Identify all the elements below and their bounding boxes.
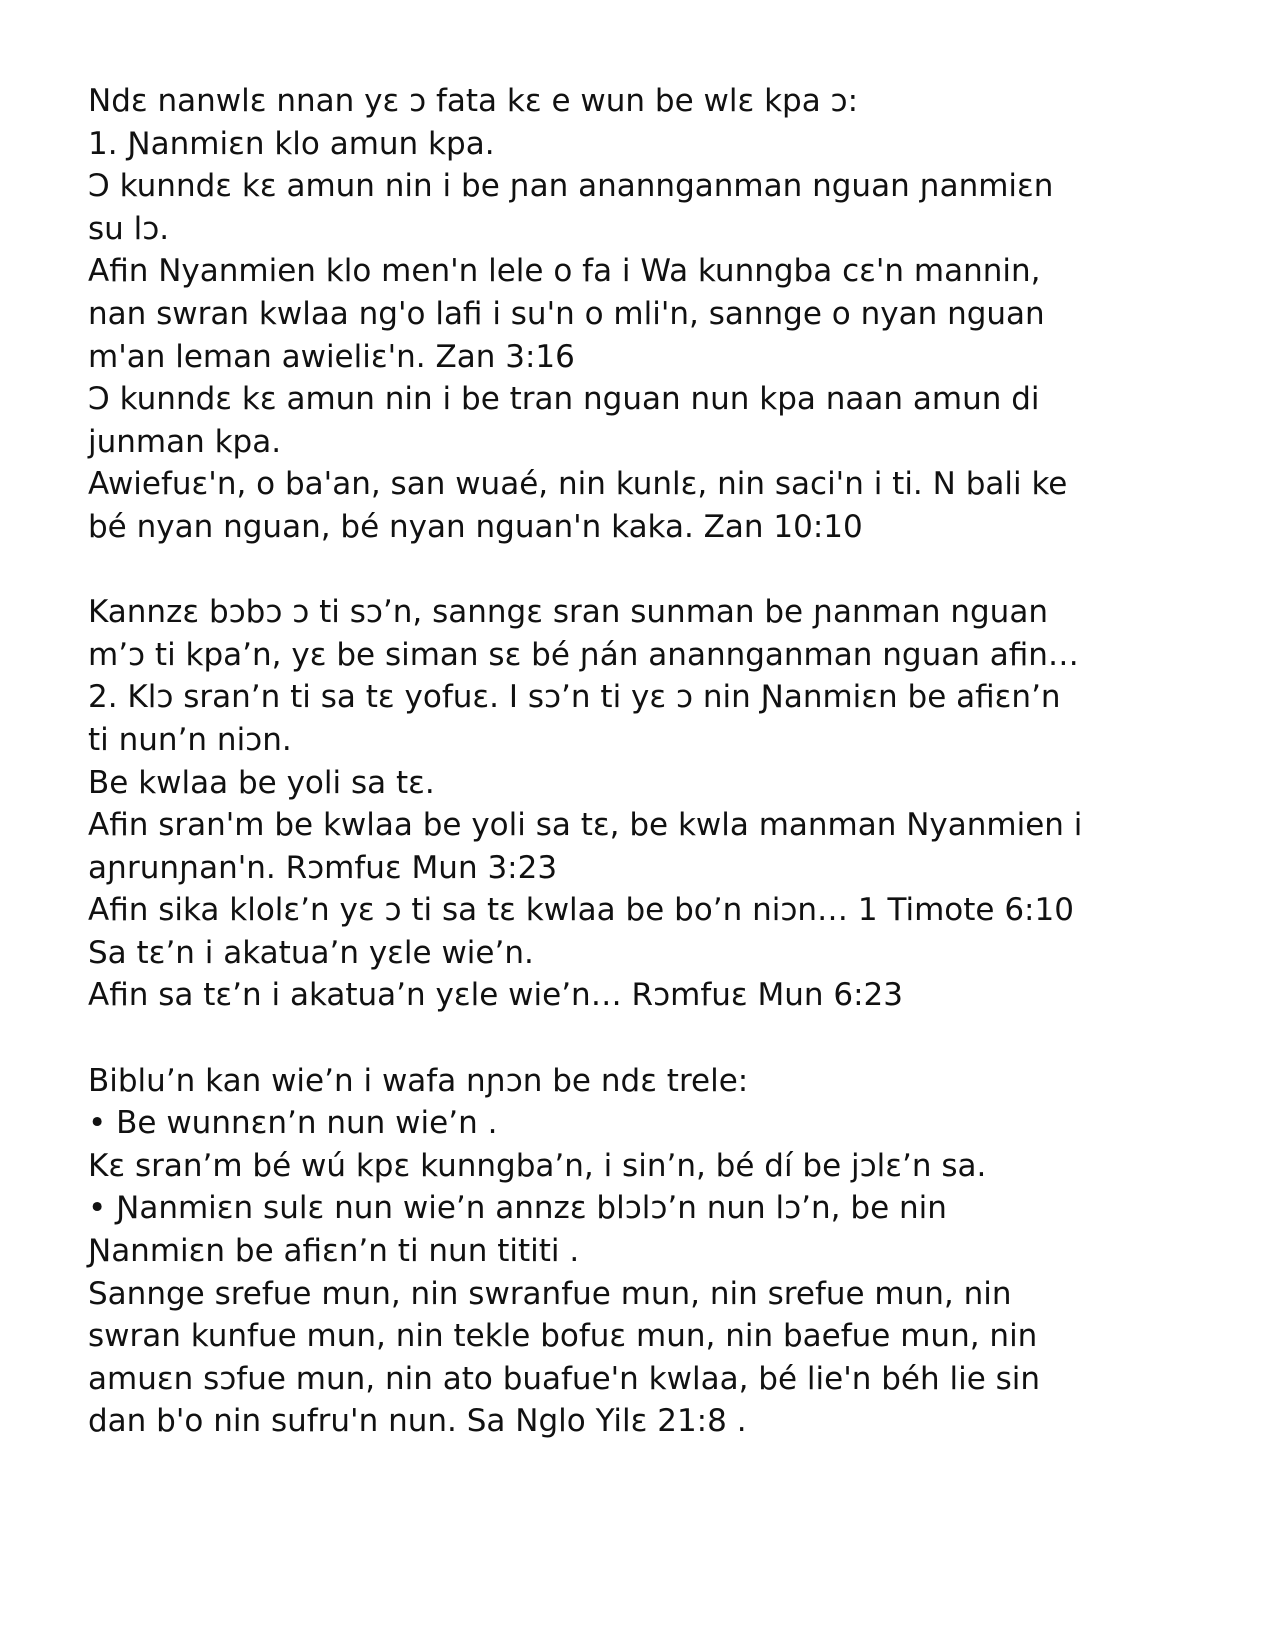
section2-line: Kannzɛ bɔbɔ ɔ ti sɔ’n, sanngɛ sran sunman be ɲanman nguan — [88, 594, 1048, 631]
section3-line: Sannge srefue mun, nin swranfue mun, nin srefue mun, nin — [88, 1275, 1012, 1312]
section2-line: Be kwlaa be yoli sa tɛ. — [88, 764, 435, 801]
section1-line: Afin Nyanmien klo men'n lele o fa i Wa kunngba cɛ'n mannin, — [88, 253, 1041, 290]
section3-line: • Be wunnɛn’n nun wie’n . — [88, 1105, 498, 1142]
section3-line: swran kunfue mun, nin tekle bofuɛ mun, nin baefue mun, nin — [88, 1318, 1038, 1355]
section1-line: Ɔ kunndɛ kɛ amun nin i be tran nguan nun kpa naan amun di — [88, 381, 1040, 418]
paragraph-gap — [88, 549, 1208, 592]
paragraph-gap — [88, 1017, 1208, 1060]
section2-line: Afin sika klolɛ’n yɛ ɔ ti sa tɛ kwlaa be bo’n niɔn… 1 Timote 6:10 — [88, 892, 1074, 929]
section1-line: m'an leman awieliɛ'n. Zan 3:16 — [88, 338, 575, 375]
section3-line: Biblu’n kan wie’n i wafa nɲɔn be ndɛ trele: — [88, 1062, 749, 1099]
section1-line: Awiefuɛ'n, o ba'an, san wuaé, nin kunlɛ, nin saci'n i ti. N bali ke — [88, 466, 1068, 503]
section2-line: Sa tɛ’n i akatua’n yɛle wie’n. — [88, 934, 534, 971]
section3-line: Kɛ sran’m bé wú kpɛ kunngba’n, i sin’n, bé dí be jɔlɛ’n sa. — [88, 1147, 987, 1184]
section2-line: 2. Klɔ sran’n ti sa tɛ yofuɛ. I sɔ’n ti yɛ ɔ nin Ɲanmiɛn be afiɛn’n — [88, 679, 1061, 716]
section2-line: m’ɔ ti kpa’n, yɛ be siman sɛ bé ɲán anannganman nguan afin… — [88, 636, 1079, 673]
section3-line: dan b'o nin sufru'n nun. Sa Nglo Yilɛ 21:8 . — [88, 1403, 747, 1440]
section3-line: amuɛn sɔfue mun, nin ato buafue'n kwlaa, bé lie'n béh lie sin — [88, 1360, 1041, 1397]
section1-line: Ɔ kunndɛ kɛ amun nin i be ɲan anannganman nguan ɲanmiɛn — [88, 168, 1054, 205]
section1-heading: 1. Ɲanmiɛn klo amun kpa. — [88, 125, 495, 162]
section2-line: aɲrunɲan'n. Rɔmfuɛ Mun 3:23 — [88, 849, 558, 886]
section3-line: Ɲanmiɛn be afiɛn’n ti nun tititi . — [88, 1233, 580, 1270]
document-page — [88, 80, 1208, 1443]
section3-line: • Ɲanmiɛn sulɛ nun wie’n annzɛ blɔlɔ’n nun lɔ’n, be nin — [88, 1190, 947, 1227]
section1-line: su lɔ. — [88, 210, 170, 247]
section2-line: Afin sran'm be kwlaa be yoli sa tɛ, be kwla manman Nyanmien i — [88, 807, 1083, 844]
section1-line: junman kpa. — [88, 423, 282, 460]
section2-line: Afin sa tɛ’n i akatua’n yɛle wie’n… Rɔmfuɛ Mun 6:23 — [88, 977, 904, 1014]
section2-line: ti nun’n niɔn. — [88, 721, 292, 758]
section1-intro: Ndɛ nanwlɛ nnan yɛ ɔ fata kɛ e wun be wlɛ kpa ɔ: — [88, 83, 859, 119]
section1-line: nan swran kwlaa ng'o lafi i su'n o mli'n, sannge o nyan nguan — [88, 295, 1045, 332]
section1-line: bé nyan nguan, bé nyan nguan'n kaka. Zan 10:10 — [88, 508, 863, 545]
